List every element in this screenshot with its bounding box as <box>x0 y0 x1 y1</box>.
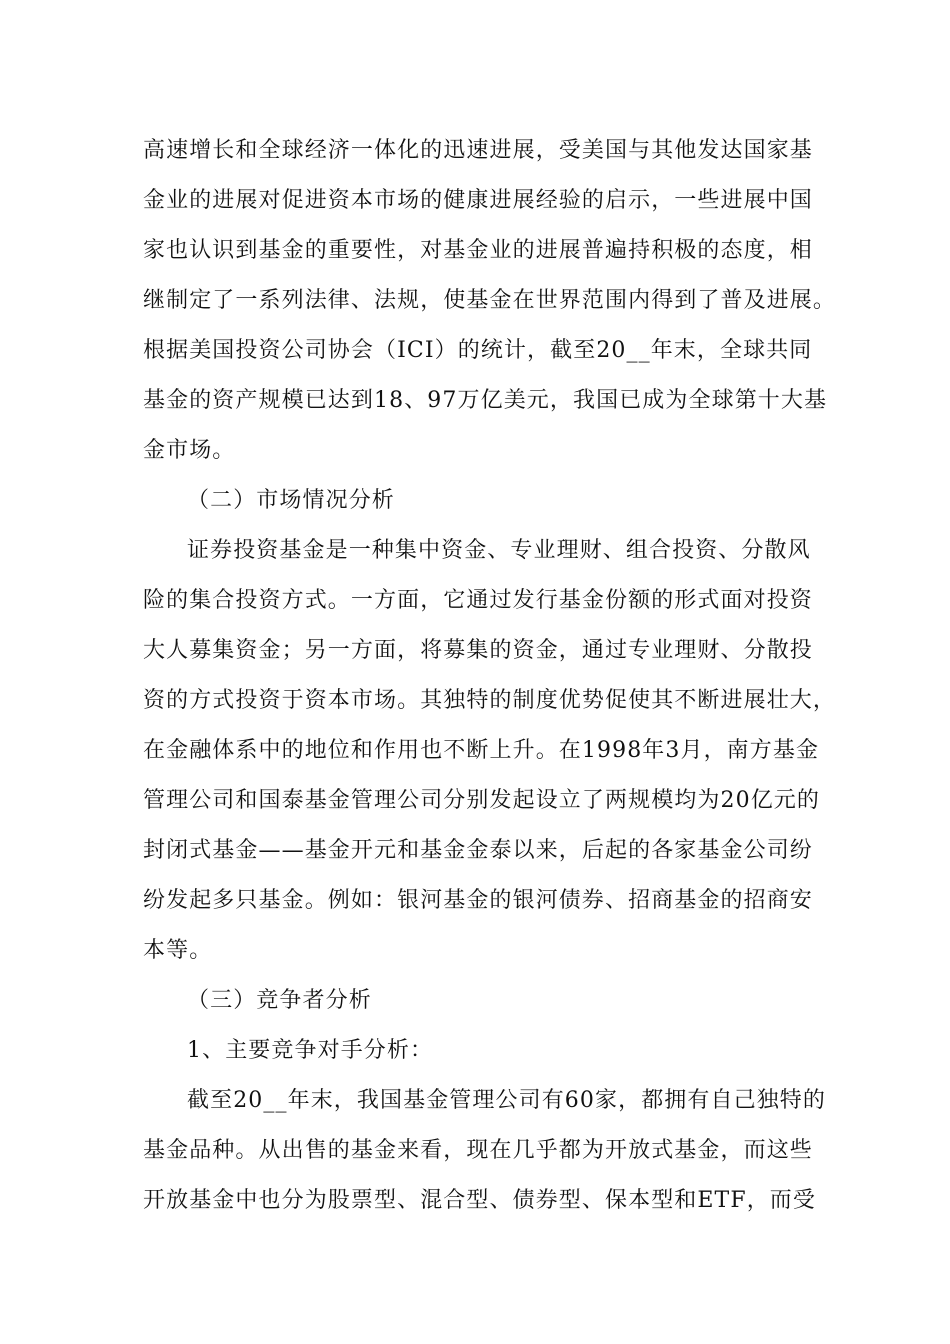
section-heading: （二）市场情况分析 <box>187 488 395 513</box>
document-body <box>143 126 837 1226</box>
paragraph-line: 金业的进展对促进资本市场的健康进展经验的启示，一些进展中国 <box>143 188 813 213</box>
paragraph-line: 基金品种。从出售的基金来看，现在几乎都为开放式基金，而这些 <box>143 1138 813 1163</box>
paragraph-line: 高速增长和全球经济一体化的迅速进展，受美国与其他发达国家基 <box>143 138 813 163</box>
paragraph-line: 资的方式投资于资本市场。其独特的制度优势促使其不断进展壮大， <box>143 688 837 713</box>
subsection-heading: 1、主要竞争对手分析： <box>187 1038 434 1063</box>
section-heading: （三）竞争者分析 <box>187 988 372 1013</box>
paragraph-line: 证券投资基金是一种集中资金、专业理财、组合投资、分散风 <box>187 538 811 563</box>
paragraph-line: 大人募集资金；另一方面，将募集的资金，通过专业理财、分散投 <box>143 638 813 663</box>
paragraph-line: 基金的资产规模已达到18、97万亿美元，我国已成为全球第十大基 <box>143 388 828 413</box>
paragraph-line: 根据美国投资公司协会（ICI）的统计，截至20__年末，全球共同 <box>143 338 813 363</box>
paragraph-line: 家也认识到基金的重要性，对基金业的进展普遍持积极的态度，相 <box>143 238 813 263</box>
paragraph-line: 险的集合投资方式。一方面，它通过发行基金份额的形式面对投资 <box>143 588 813 613</box>
paragraph-line: 金市场。 <box>143 438 236 463</box>
paragraph-line: 继制定了一系列法律、法规，使基金在世界范围内得到了普及进展。 <box>143 288 837 313</box>
paragraph-line: 在金融体系中的地位和作用也不断上升。在1998年3月，南方基金 <box>143 738 820 763</box>
paragraph-line: 纷发起多只基金。例如：银河基金的银河债券、招商基金的招商安 <box>143 888 813 913</box>
paragraph-line: 封闭式基金——基金开元和基金金泰以来，后起的各家基金公司纷 <box>143 838 813 863</box>
paragraph-line: 管理公司和国泰基金管理公司分别发起设立了两规模均为20亿元的 <box>143 788 820 813</box>
paragraph-line: 本等。 <box>143 938 213 963</box>
paragraph-line: 截至20__年末，我国基金管理公司有60家，都拥有自己独特的 <box>187 1088 826 1113</box>
paragraph-line: 开放基金中也分为股票型、混合型、债券型、保本型和ETF，而受 <box>143 1188 816 1213</box>
